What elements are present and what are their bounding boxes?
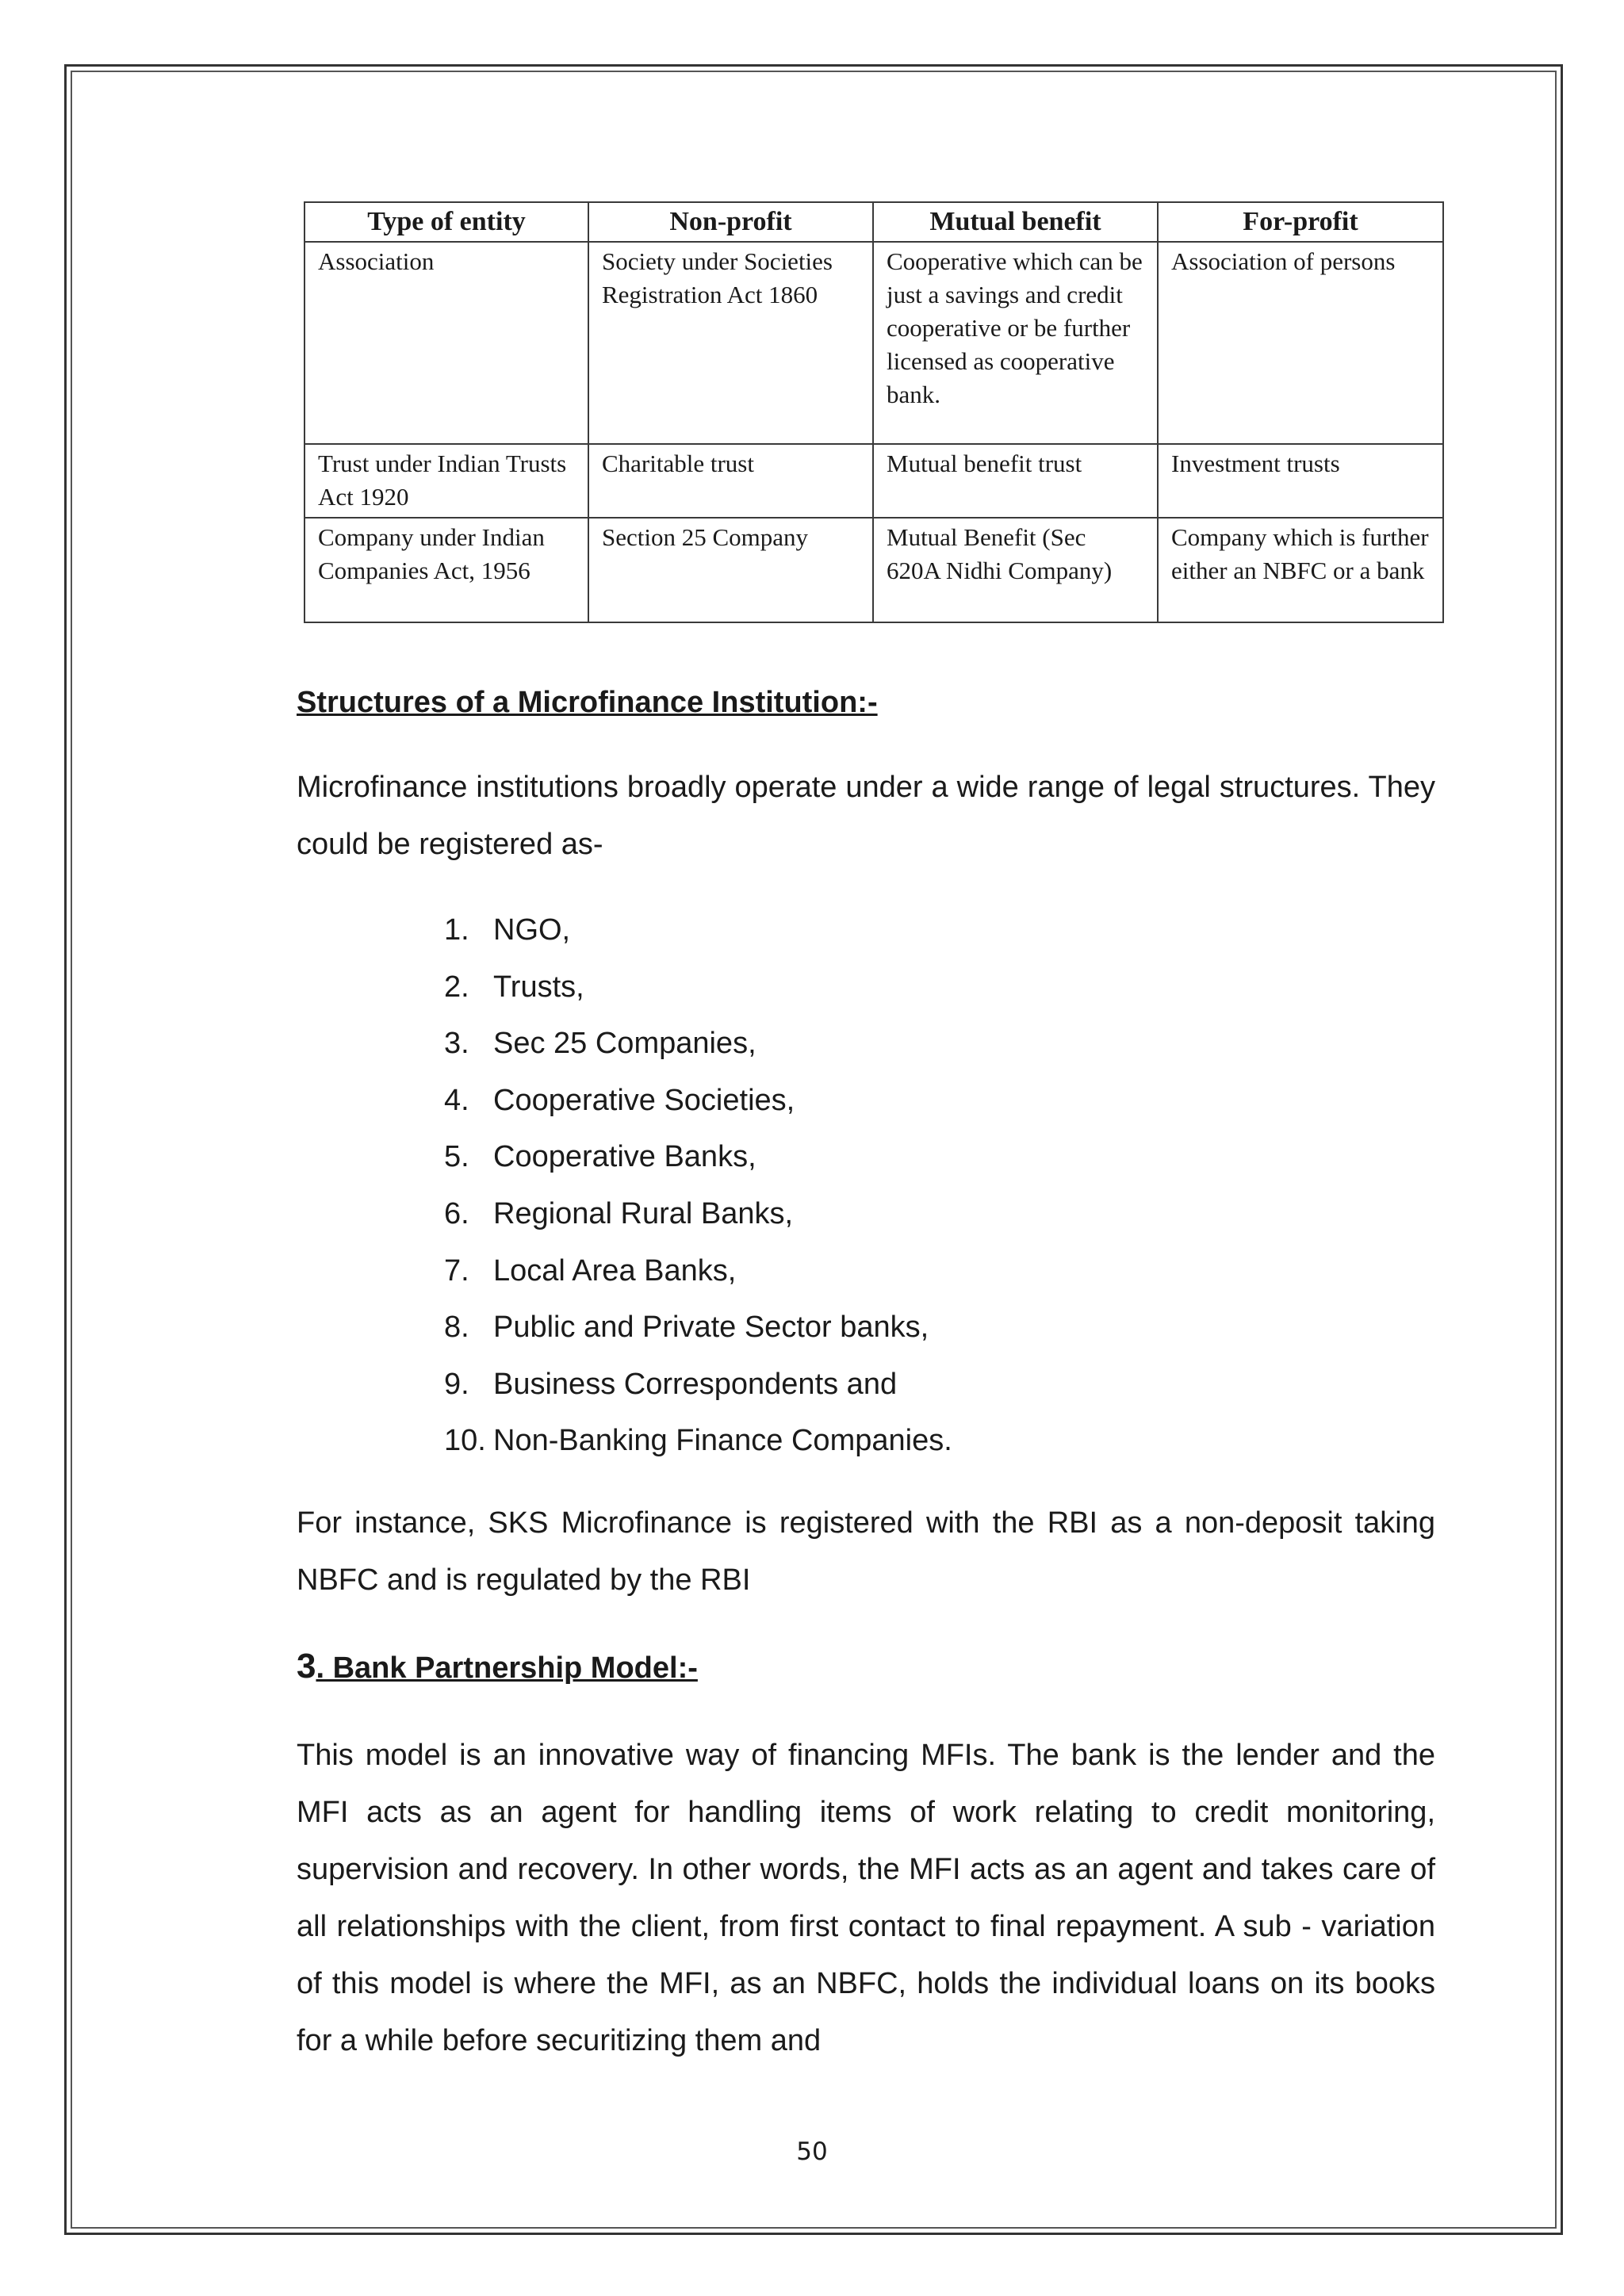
table-row <box>304 242 1443 444</box>
section-title: . Bank Partnership Model:- <box>316 1651 698 1685</box>
table-row <box>304 444 1443 518</box>
list-item: 10. Non-Banking Finance Companies. <box>444 1424 952 1458</box>
table-cell: Trust under Indian Trusts Act 1920 <box>304 444 588 518</box>
table-cell: Investment trusts <box>1158 444 1443 518</box>
list-item: 1. NGO, <box>444 913 571 947</box>
bank-partnership-paragraph: This model is an innovative way of financing MFIs. The bank is the lender and the MFI acts as an agent for handling items of work relating to credit monitoring, supervision and recovery. In other words, the MFI acts as an agent and takes care of all relationships with the client, from first contact to final repayment. A sub - variation of this model is where the MFI, as an NBFC, holds the individual loans on its books for a while before securitizing them and <box>297 1739 1435 2057</box>
table-header-row <box>304 202 1443 242</box>
table-cell: Charitable trust <box>588 444 873 518</box>
table-cell: Association <box>304 242 588 444</box>
table-cell: Society under Societies Registration Act 1860 <box>588 242 873 444</box>
intro-paragraph: Microfinance institutions broadly operate under a wide range of legal structures. They could be registered as- <box>297 771 1435 861</box>
page-number: 50 <box>796 2137 828 2166</box>
list-item: 6. Regional Rural Banks, <box>444 1196 794 1230</box>
list-item: 7. Local Area Banks, <box>444 1253 737 1288</box>
section-heading-structures: Structures of a Microfinance Institution:- <box>297 686 878 719</box>
table-cell: Company which is further either an NBFC or a bank <box>1158 518 1443 622</box>
list-item: 3. Sec 25 Companies, <box>444 1027 756 1061</box>
entity-type-table <box>304 201 1444 623</box>
table-cell: Cooperative which can be just a savings and credit cooperative or be further licensed as cooperative bank. <box>873 242 1158 444</box>
example-paragraph: For instance, SKS Microfinance is registered with the RBI as a non-deposit taking NBFC and is regulated by the RBI <box>297 1506 1435 1597</box>
registration-types-list <box>444 902 952 1470</box>
header-for-profit: For-profit <box>1158 202 1443 242</box>
table-cell: Mutual benefit trust <box>873 444 1158 518</box>
table-cell: Association of persons <box>1158 242 1443 444</box>
list-item: 4. Cooperative Societies, <box>444 1083 795 1117</box>
list-item: 9. Business Correspondents and <box>444 1367 898 1401</box>
header-type-of-entity: Type of entity <box>304 202 588 242</box>
list-item: 2. Trusts, <box>444 970 584 1004</box>
table-cell: Company under Indian Companies Act, 1956 <box>304 518 588 622</box>
section-number: 3 <box>297 1647 316 1686</box>
table-cell: Section 25 Company <box>588 518 873 622</box>
table-row <box>304 518 1443 622</box>
header-non-profit: Non-profit <box>588 202 873 242</box>
section-heading-bank-partnership <box>297 1641 1435 1693</box>
table-cell: Mutual Benefit (Sec 620A Nidhi Company) <box>873 518 1158 622</box>
header-mutual-benefit: Mutual benefit <box>873 202 1158 242</box>
list-item: 8. Public and Private Sector banks, <box>444 1311 929 1345</box>
list-item: 5. Cooperative Banks, <box>444 1140 756 1174</box>
